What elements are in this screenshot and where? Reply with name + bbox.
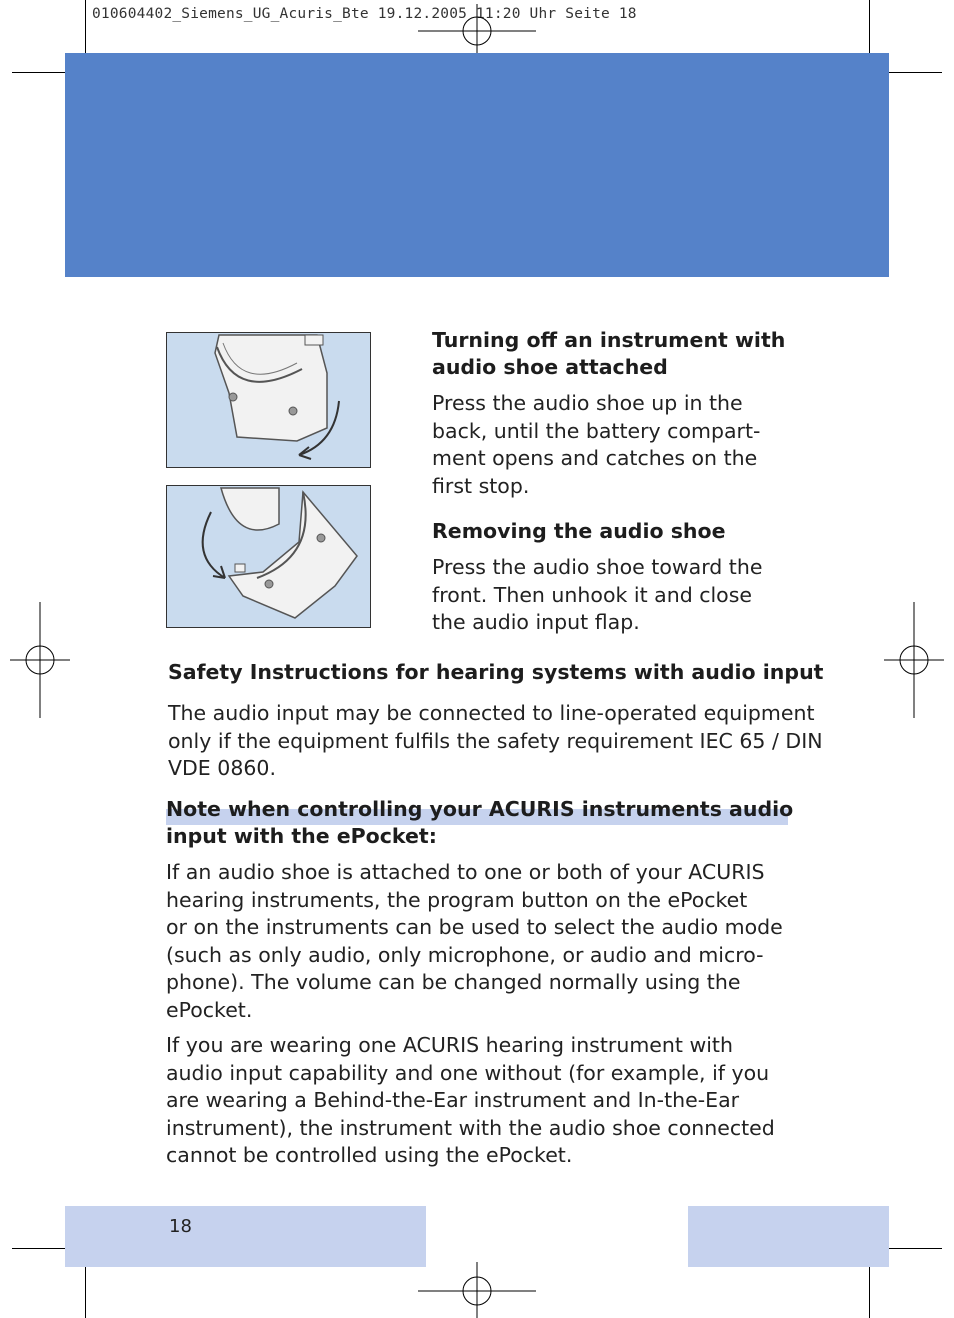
text-line: only if the equipment fulfils the safety requirement IEC 65 / DIN [168,728,823,753]
text-line: ePocket. [166,997,253,1022]
crop-mark [12,72,68,73]
crop-mark [85,0,86,57]
body-turning-off [432,390,812,500]
text-line: instrument), the instrument with the audio shoe connected [166,1115,775,1140]
text-line: If an audio shoe is attached to one or both of your ACURIS [166,860,765,884]
registration-mark-icon [10,602,70,718]
crop-mark [85,1262,86,1318]
crop-mark [869,0,870,57]
heading-line: input with the ePocket: [166,824,437,848]
crop-mark [886,72,942,73]
text-line: Press the audio shoe toward the [432,555,763,579]
heading-line: Note when controlling your ACURIS instruments audio [166,797,794,821]
text-line: first stop. [432,473,530,498]
body-note-paragraph-1 [166,859,806,1024]
text-line: If you are wearing one ACURIS hearing instrument with [166,1033,733,1057]
registration-mark-icon [418,4,536,54]
crop-mark [886,1248,942,1249]
heading-line: Turning off an instrument with [432,328,786,352]
text-line: phone). The volume can be changed normally using the [166,970,741,994]
text-line: are wearing a Behind-the-Ear instrument and In-the-Ear [166,1088,740,1112]
body-note-paragraph-2 [166,1032,806,1170]
text-line: Press the audio shoe up in the [432,391,743,415]
text-line: the audio input flap. [432,610,640,634]
heading-turning-off [432,327,812,381]
crop-mark [869,1262,870,1318]
hearing-instrument-illustration-icon [167,486,370,627]
registration-mark-icon [418,1262,536,1318]
heading-line: audio shoe attached [432,355,668,379]
footer-band-right [688,1206,889,1267]
figure-turning-off [166,332,371,468]
body-removing [432,554,812,637]
heading-removing: Removing the audio shoe [432,519,726,543]
text-line: The audio input may be connected to line-operated equipment [168,701,815,725]
heading-safety: Safety Instructions for hearing systems with audio input [168,660,824,684]
header-band [65,53,889,277]
text-line: cannot be controlled using the ePocket. [166,1143,573,1167]
text-line: ment opens and catches on the [432,446,758,470]
text-line: back, until the battery compart- [432,418,761,443]
crop-mark [12,1248,68,1249]
text-line: VDE 0860. [168,756,276,780]
heading-note [166,796,806,850]
body-safety [168,700,828,783]
text-line: front. Then unhook it and close [432,582,753,607]
registration-mark-icon [884,602,944,718]
figure-removing [166,485,371,628]
footer-band-left [65,1206,426,1267]
text-line: (such as only audio, only microphone, or audio and micro- [166,942,764,967]
text-line: hearing instruments, the program button on the ePocket [166,887,748,912]
page-number: 18 [169,1216,192,1237]
hearing-instrument-illustration-icon [167,333,370,467]
print-slug: 010604402_Siemens_UG_Acuris_Bte 19.12.2005 11:20 Uhr Seite 18 [92,6,637,22]
text-line: or on the instruments can be used to select the audio mode [166,915,783,939]
text-line: audio input capability and one without (for example, if you [166,1060,770,1085]
